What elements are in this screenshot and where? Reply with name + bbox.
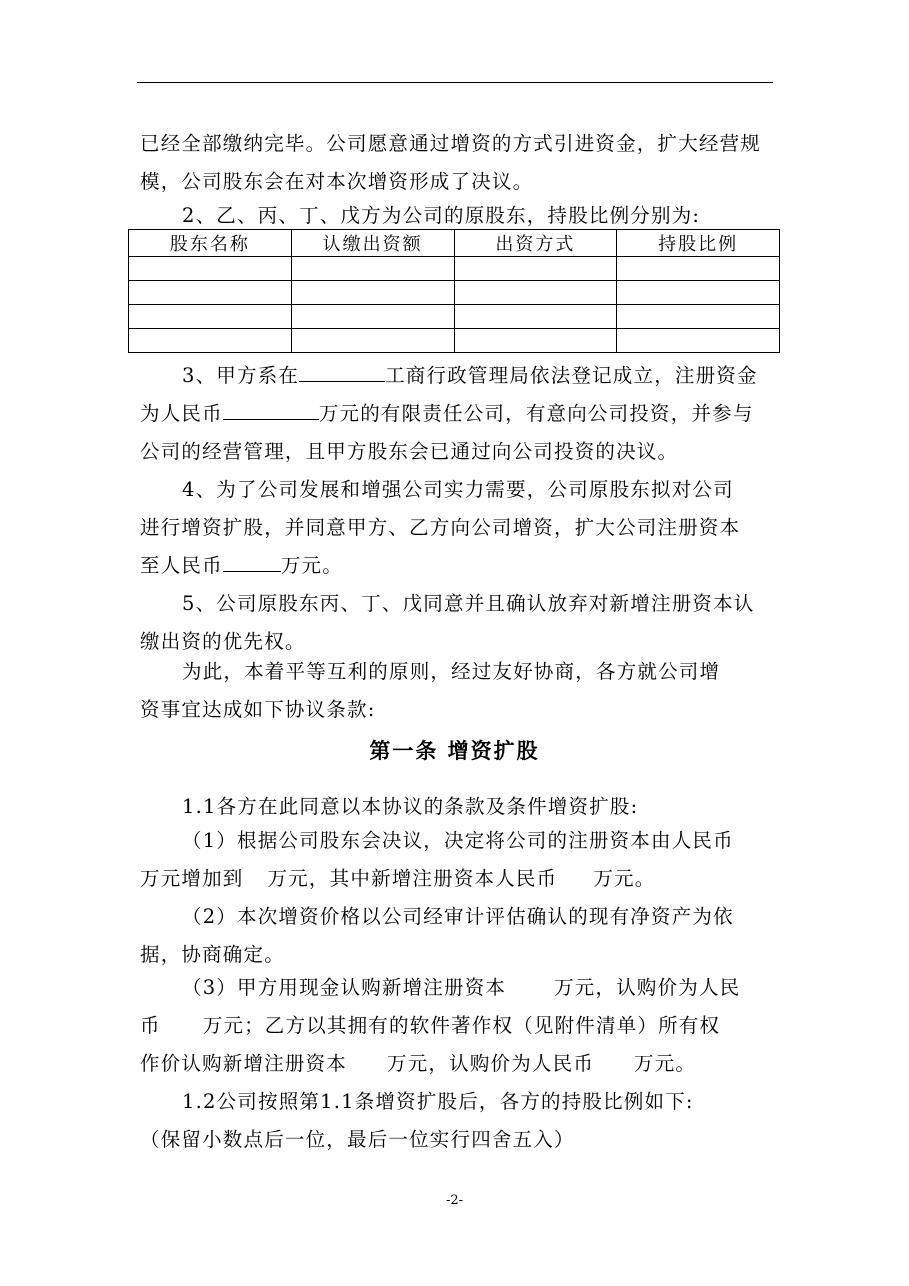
clause-1-1-1-line-1: （1）根据公司股东会决议，决定将公司的注册资本由人民币 bbox=[182, 829, 734, 852]
clause-1-1-3-line-1 bbox=[140, 969, 774, 1007]
paragraph-4-line-2: 进行增资扩股，并同意甲方、乙方向公司增资，扩大公司注册资本 bbox=[140, 516, 741, 539]
paragraph-4-line-1: 4、为了公司发展和增强公司实力需要，公司原股东拟对公司 bbox=[182, 478, 734, 501]
paragraph-6-line-1: 为此，本着平等互利的原则，经过友好协商，各方就公司增 bbox=[182, 660, 721, 683]
text-span: 3、甲方系在 bbox=[182, 364, 300, 387]
text-span: 万元。 bbox=[593, 867, 656, 890]
text-span: 币 bbox=[140, 1014, 161, 1037]
table-cell bbox=[291, 257, 454, 281]
table-row bbox=[129, 281, 780, 305]
table-cell bbox=[291, 305, 454, 329]
paragraph-5-line-1: 5、公司原股东丙、丁、戊同意并且确认放弃对新增注册资本认 bbox=[182, 592, 755, 615]
table-header: 认缴出资额 bbox=[291, 230, 454, 257]
table-cell bbox=[617, 305, 780, 329]
paragraph-2: 2、乙、丙、丁、戊方为公司的原股东，持股比例分别为: bbox=[182, 204, 701, 227]
table-cell bbox=[617, 281, 780, 305]
paragraph-1-line-1: 已经全部缴纳完毕。公司愿意通过增资的方式引进资金，扩大经营规 bbox=[140, 132, 762, 155]
fill-blank bbox=[223, 553, 281, 572]
text-span: 至人民币 bbox=[140, 554, 223, 577]
table-cell bbox=[129, 281, 292, 305]
table-cell bbox=[129, 305, 292, 329]
table-cell bbox=[291, 329, 454, 353]
paragraph-5-line-2: 缴出资的优先权。 bbox=[140, 630, 306, 653]
table-cell bbox=[129, 257, 292, 281]
clause-1-1-3-line-3 bbox=[140, 1045, 774, 1083]
table-cell bbox=[617, 329, 780, 353]
paragraph-3-line-3: 公司的经营管理，且甲方股东会已通过向公司投资的决议。 bbox=[140, 440, 679, 463]
table-row bbox=[129, 257, 780, 281]
table-header-row bbox=[129, 230, 780, 257]
clause-1-1: 1.1各方在此同意以本协议的条款及条件增资扩股: bbox=[182, 795, 639, 818]
paragraph-6-line-2: 资事宜达成如下协议条款: bbox=[140, 698, 376, 721]
text-span: 为人民币 bbox=[140, 402, 223, 425]
table-cell bbox=[454, 305, 617, 329]
text-span: 万元。 bbox=[634, 1052, 697, 1075]
fill-blank bbox=[299, 363, 385, 382]
table-cell bbox=[454, 257, 617, 281]
table-header: 持股比例 bbox=[617, 230, 780, 257]
table-cell bbox=[454, 281, 617, 305]
paragraph-4-line-3 bbox=[140, 547, 774, 585]
text-span: 万元，认购价为人民币 bbox=[387, 1052, 595, 1075]
clause-1-1-1-line-2 bbox=[140, 860, 774, 898]
paragraph-3-line-1 bbox=[140, 357, 774, 395]
text-span: 作价认购新增注册资本 bbox=[140, 1052, 348, 1075]
paragraph-3-line-2 bbox=[140, 395, 774, 433]
clause-1-1-2-line-1: （2）本次增资价格以公司经审计评估确认的现有净资产为依 bbox=[182, 905, 734, 928]
page-number: -2- bbox=[445, 1193, 464, 1208]
table-row bbox=[129, 305, 780, 329]
table-cell bbox=[617, 257, 780, 281]
text-span: 万元，认购价为人民 bbox=[554, 976, 741, 999]
fill-blank bbox=[223, 401, 319, 420]
text-span: 万元；乙方以其拥有的软件著作权（见附件清单）所有权 bbox=[202, 1014, 721, 1037]
clause-1-1-3-line-2 bbox=[140, 1007, 774, 1045]
article-heading: 第一条 增资扩股 bbox=[369, 739, 540, 763]
table-cell bbox=[291, 281, 454, 305]
clause-1-1-2-line-2: 据，协商确定。 bbox=[140, 943, 285, 966]
table-header: 出资方式 bbox=[454, 230, 617, 257]
text-span: 万元，其中新增注册资本人民币 bbox=[267, 867, 558, 890]
table-row bbox=[129, 329, 780, 353]
table-header: 股东名称 bbox=[129, 230, 292, 257]
table-cell bbox=[129, 329, 292, 353]
text-span: 万元增加到 bbox=[140, 867, 244, 890]
header-rule bbox=[137, 82, 773, 83]
paragraph-1-line-2: 模，公司股东会在对本次增资形成了决议。 bbox=[140, 170, 534, 193]
text-span: 万元。 bbox=[280, 554, 343, 577]
shareholder-table bbox=[128, 229, 780, 353]
clause-1-2-line-1: 1.2公司按照第1.1条增资扩股后，各方的持股比例如下: bbox=[182, 1090, 694, 1113]
text-span: 工商行政管理局依法登记成立，注册资金 bbox=[385, 364, 758, 387]
clause-1-2-line-2: （保留小数点后一位，最后一位实行四舍五入） bbox=[140, 1128, 575, 1151]
text-span: 万元的有限责任公司，有意向公司投资，并参与 bbox=[318, 402, 754, 425]
table-cell bbox=[454, 329, 617, 353]
text-span: （3）甲方用现金认购新增注册资本 bbox=[182, 976, 507, 999]
